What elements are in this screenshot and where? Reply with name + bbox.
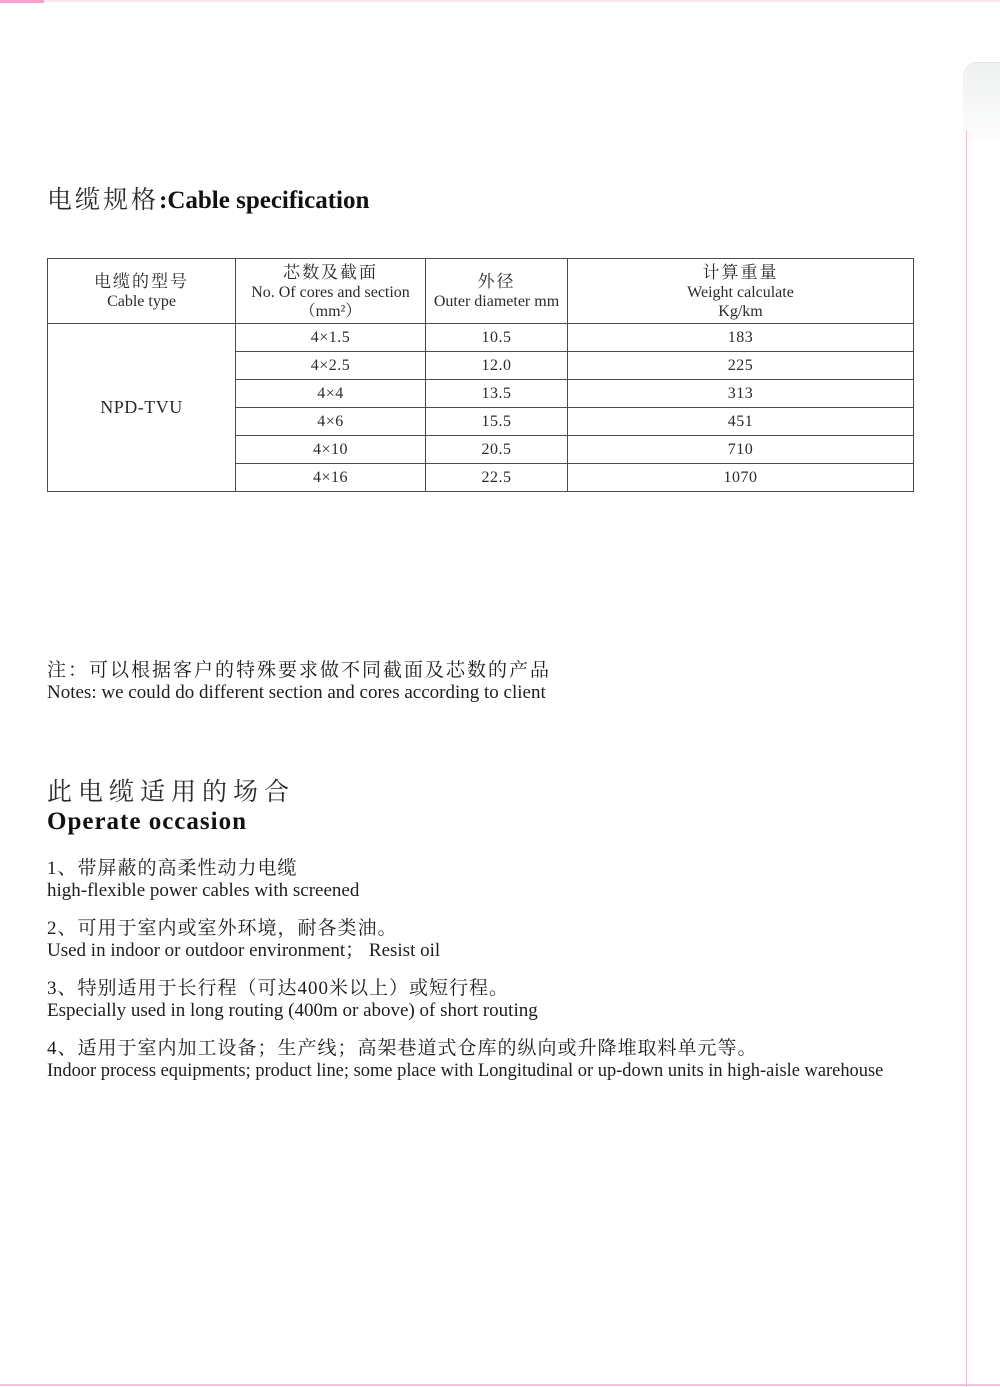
header-diameter xyxy=(426,259,568,324)
header-cores xyxy=(236,259,426,324)
operate-occasion-heading-zh: 此电缆适用的场合 xyxy=(47,779,296,806)
header-weight xyxy=(568,259,914,324)
diameter-cell: 10.5 xyxy=(426,324,568,352)
top-pink-line xyxy=(44,0,1000,2)
header-weight-unit: Kg/km xyxy=(718,302,763,320)
weight-cell: 313 xyxy=(568,380,914,408)
occasion-item-4-zh: 4、适用于室内加工设备；生产线；高架巷道式仓库的纵向或升降堆取料单元等。 xyxy=(47,1038,758,1059)
occasion-item-1-en: high-flexible power cables with screened xyxy=(47,880,360,901)
header-cores-en: No. Of cores and section xyxy=(251,283,410,301)
weight-cell: 225 xyxy=(568,352,914,380)
diameter-cell: 20.5 xyxy=(426,436,568,464)
weight-cell: 183 xyxy=(568,324,914,352)
top-left-pink-accent xyxy=(0,0,44,3)
occasion-item-3-zh: 3、特别适用于长行程（可达400米以上）或短行程。 xyxy=(47,978,510,999)
page-curl-shadow xyxy=(963,62,1000,143)
notes-zh: 注：可以根据客户的特殊要求做不同截面及芯数的产品 xyxy=(47,660,552,681)
diameter-cell: 22.5 xyxy=(426,464,568,492)
cable-type-cell: NPD-TVU xyxy=(48,324,236,492)
notes-en: Notes: we could do different section and cores according to client xyxy=(47,682,546,703)
occasion-item-3-en: Especially used in long routing (400m or above) of short routing xyxy=(47,1000,538,1021)
occasion-item-2 xyxy=(47,918,957,962)
header-cores-unit: （mm²） xyxy=(299,302,362,320)
header-weight-en: Weight calculate xyxy=(687,283,794,301)
operate-occasion-heading-en: Operate occasion xyxy=(47,808,247,835)
cores-cell: 4×2.5 xyxy=(236,352,426,380)
header-diameter-zh: 外径 xyxy=(477,272,516,291)
occasion-item-3 xyxy=(47,978,957,1022)
notes xyxy=(47,660,551,704)
occasion-item-2-en: Used in indoor or outdoor environment； Resist oil xyxy=(47,940,441,961)
occasion-item-4 xyxy=(47,1038,957,1082)
weight-cell: 1070 xyxy=(568,464,914,492)
page-title-en: :Cable specification xyxy=(159,187,370,214)
page-title-zh: 电缆规格 xyxy=(47,187,160,214)
right-pink-line xyxy=(966,130,967,1387)
occasion-item-1 xyxy=(47,858,957,902)
header-cores-zh: 芯数及截面 xyxy=(283,262,378,282)
cores-cell: 4×10 xyxy=(236,436,426,464)
header-cable-type xyxy=(48,259,236,324)
header-cable-type-zh: 电缆的型号 xyxy=(94,272,189,291)
cable-spec-table xyxy=(47,258,914,492)
cores-cell: 4×16 xyxy=(236,464,426,492)
table-header-row xyxy=(48,259,914,324)
header-diameter-en: Outer diameter mm xyxy=(433,293,560,310)
table-row xyxy=(48,324,914,352)
occasion-item-4-en: Indoor process equipments; product line; some place with Longitudinal or up-down units in high-aisle warehouse xyxy=(47,1060,884,1081)
cores-cell: 4×1.5 xyxy=(236,324,426,352)
occasion-item-1-zh: 1、带屏蔽的高柔性动力电缆 xyxy=(47,858,298,879)
diameter-cell: 12.0 xyxy=(426,352,568,380)
bottom-pink-line xyxy=(0,1384,1000,1386)
page-title xyxy=(47,186,369,216)
operate-occasion-heading xyxy=(47,778,295,836)
weight-cell: 451 xyxy=(568,408,914,436)
occasion-item-2-zh: 2、可用于室内或室外环境，耐各类油。 xyxy=(47,918,398,939)
cores-cell: 4×6 xyxy=(236,408,426,436)
diameter-cell: 13.5 xyxy=(426,380,568,408)
diameter-cell: 15.5 xyxy=(426,408,568,436)
cores-cell: 4×4 xyxy=(236,380,426,408)
header-weight-zh: 计算重量 xyxy=(702,262,779,282)
weight-cell: 710 xyxy=(568,436,914,464)
header-cable-type-en: Cable type xyxy=(107,293,176,310)
